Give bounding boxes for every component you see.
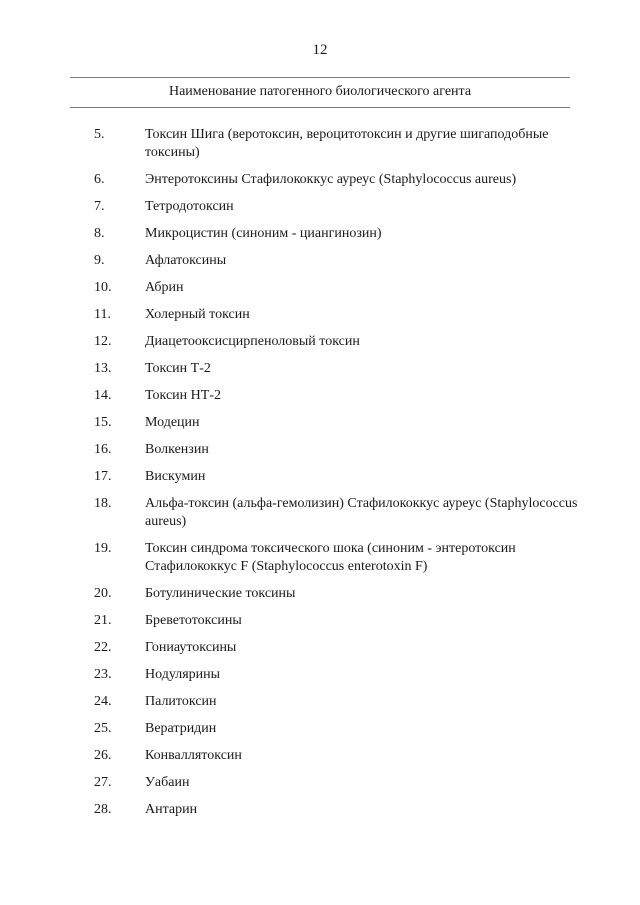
item-number: 11. (94, 307, 111, 322)
item-number-cell (0, 639, 118, 657)
list-item (0, 774, 640, 792)
item-number: 6. (94, 172, 105, 187)
item-number: 16. (94, 442, 112, 457)
item-name: Конваллятоксин (145, 748, 242, 763)
item-number-cell (0, 387, 118, 405)
item-name: Ботулинические токсины (145, 586, 296, 601)
item-number-cell (0, 540, 118, 558)
item-number: 17. (94, 469, 112, 484)
item-name: Модецин (145, 415, 200, 430)
item-name: Тетродотоксин (145, 199, 234, 214)
item-number: 26. (94, 748, 112, 763)
list-item (0, 306, 640, 324)
list-item (0, 126, 640, 162)
item-number: 19. (94, 541, 112, 556)
item-number-cell (0, 693, 118, 711)
item-name: Микроцистин (синоним - циангинозин) (145, 226, 382, 241)
list-item (0, 171, 640, 189)
item-name: Волкензин (145, 442, 209, 457)
list-item (0, 333, 640, 351)
table-column-header: Наименование патогенного биологического агента (168, 84, 472, 99)
item-number: 27. (94, 775, 112, 790)
item-number: 8. (94, 226, 105, 241)
item-number-cell (0, 774, 118, 792)
list-item (0, 198, 640, 216)
item-number: 20. (94, 586, 112, 601)
item-number-cell (0, 360, 118, 378)
header-top-rule (70, 77, 570, 78)
page-number: 12 (312, 42, 328, 58)
list-item (0, 225, 640, 243)
item-number: 5. (94, 127, 105, 142)
list-item (0, 639, 640, 657)
list-item (0, 666, 640, 684)
list-item (0, 468, 640, 486)
item-number-cell (0, 333, 118, 351)
item-name: Гониаутоксины (145, 640, 237, 655)
item-name: Холерный токсин (145, 307, 250, 322)
item-number-cell (0, 279, 118, 297)
item-name: Альфа-токсин (альфа-гемолизин) Стафилококкус ауреус (Staphylococcus aureus) (145, 496, 578, 529)
list-item (0, 387, 640, 405)
item-number: 10. (94, 280, 112, 295)
item-number-cell (0, 441, 118, 459)
item-name: Палитоксин (145, 694, 217, 709)
item-name: Токсин Шига (веротоксин, вероцитотоксин и другие шигаподобные токсины) (145, 127, 549, 160)
item-number-cell (0, 414, 118, 432)
item-number-cell (0, 666, 118, 684)
item-number: 28. (94, 802, 112, 817)
list-item (0, 279, 640, 297)
item-name: Афлатоксины (145, 253, 227, 268)
list-item (0, 612, 640, 630)
item-number-cell (0, 585, 118, 603)
item-number-cell (0, 198, 118, 216)
list-item (0, 747, 640, 765)
item-number-cell (0, 801, 118, 819)
item-name: Нодулярины (145, 667, 221, 682)
item-number: 22. (94, 640, 112, 655)
list-item (0, 414, 640, 432)
item-name: Вератридин (145, 721, 217, 736)
item-number: 21. (94, 613, 112, 628)
list-item (0, 360, 640, 378)
item-name: Энтеротоксины Стафилококкус ауреус (Staphylococcus aureus) (145, 172, 517, 187)
item-number: 15. (94, 415, 112, 430)
item-number-cell (0, 126, 118, 144)
list-item (0, 720, 640, 738)
item-name: Диацетооксисцирпеноловый токсин (145, 334, 360, 349)
list-item (0, 585, 640, 603)
item-number: 23. (94, 667, 112, 682)
item-number: 12. (94, 334, 112, 349)
item-number: 9. (94, 253, 105, 268)
list-item (0, 693, 640, 711)
list-item (0, 540, 640, 576)
item-name: Вискумин (145, 469, 206, 484)
item-name: Бреветотоксины (145, 613, 242, 628)
item-number-cell (0, 468, 118, 486)
item-name: Токсин НТ-2 (145, 388, 221, 403)
item-number-cell (0, 495, 118, 513)
header-bottom-rule (70, 107, 570, 108)
item-number-cell (0, 306, 118, 324)
item-number: 18. (94, 496, 112, 511)
item-name: Токсин Т-2 (145, 361, 211, 376)
agent-list (0, 126, 640, 828)
item-number: 14. (94, 388, 112, 403)
list-item (0, 801, 640, 819)
list-item (0, 252, 640, 270)
item-name: Уабаин (145, 775, 190, 790)
list-item (0, 441, 640, 459)
item-number: 13. (94, 361, 112, 376)
item-number: 24. (94, 694, 112, 709)
item-number-cell (0, 225, 118, 243)
item-name: Токсин синдрома токсического шока (синоним - энтеротоксин Стафилококкус F (Staphylococcus enterotoxin F) (145, 541, 516, 574)
item-number-cell (0, 612, 118, 630)
item-name: Антарин (145, 802, 198, 817)
item-number: 7. (94, 199, 105, 214)
list-item (0, 495, 640, 531)
item-name: Абрин (145, 280, 184, 295)
item-number-cell (0, 252, 118, 270)
item-number-cell (0, 747, 118, 765)
item-number: 25. (94, 721, 112, 736)
item-number-cell (0, 171, 118, 189)
item-number-cell (0, 720, 118, 738)
